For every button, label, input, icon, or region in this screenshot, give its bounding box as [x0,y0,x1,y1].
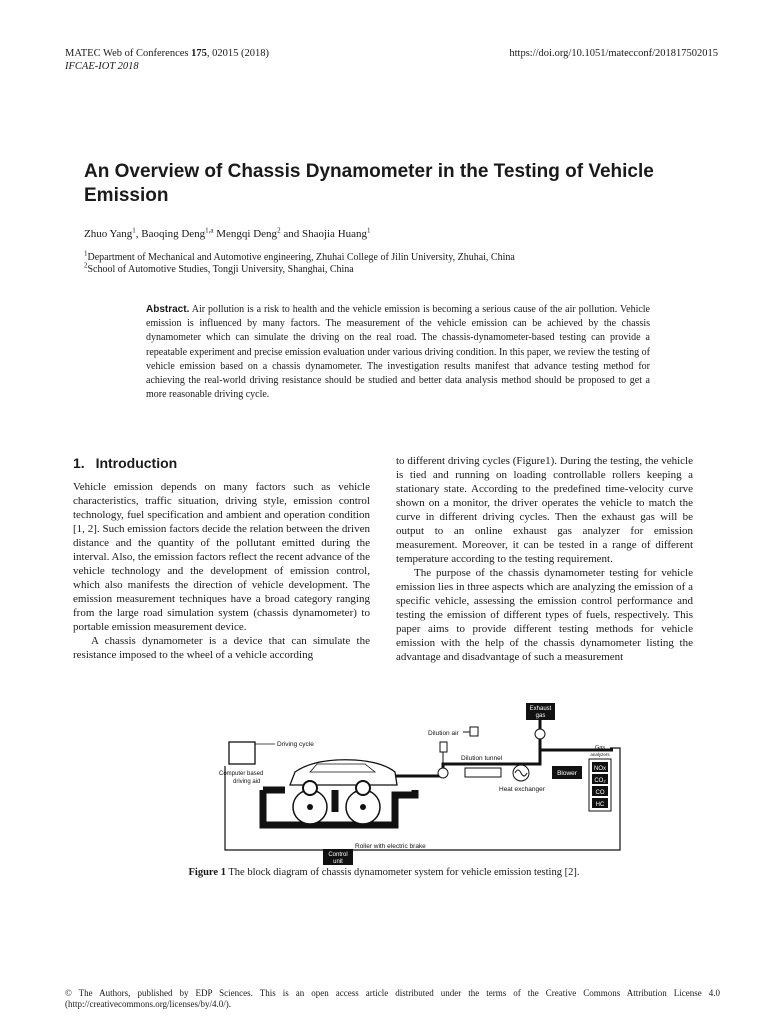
wheel-icon [356,781,370,795]
gas-analyzers-label: analyzers [590,752,610,757]
author-name: Zhuo Yang [84,228,133,240]
author-sup: 1 [132,226,136,235]
journal-header [65,47,269,60]
exhaust-label: Exhaust [529,706,552,712]
author-name: Mengqi Deng [213,228,278,240]
dilution-tunnel [465,768,501,777]
left-column [73,480,370,662]
paragraph: A chassis dynamometer is a device that can simulate the resistance imposed to the wheel of a vehicle according [73,635,370,661]
affiliation-sup: 1 [84,249,88,258]
affiliation-text: Department of Mechanical and Automotive engineering, Zhuhai College of Jilin University, Zhuhai, China [87,252,515,263]
paragraph: to different driving cycles (Figure1). During the testing, the vehicle is tied and running on loading controllable rollers keeping a stationary state. According to the predefined time-velocity curve shown on a monitor, the driver operates the vehicle to match the curve in different driving cycles. Then the exhaust gas will be output to an online exhaust gas analyzer for emission measurement. Moreover, it can be tested in a range of different temperature according to the testing requirement. [396,455,693,565]
driving-cycle-label: Driving cycle [277,741,314,748]
abstract [146,303,650,402]
journal-volume: 175 [191,48,207,59]
license-footer: © The Authors, published by EDP Sciences. This is an open access article distributed under the terms of the Creative Commons Attribution License 4.0 (http://creativecommons.org/licenses/by/4.0/). [65,988,720,1009]
abstract-text: Air pollution is a risk to health and the vehicle emission is becoming a serious cause of the air pollution. Vehicle emission is influenced by many factors. The measurement of the vehicle emission can be achieved by the chassis dynamometer which can simulate the driving on the real road. The chassis-dynamometer-based testing can provide a repeatable experiment and precise emission evaluation under various driving condition. In this paper, we review the testing of vehicle emission based on a chassis dynamometer. The investigation results manifest that advance testing method for achieving the real-world driving resistance should be studied and better data analysis method should be proposed to get a more reasonable driving cycle. [146,304,650,401]
conference-name: IFCAE-IOT 2018 [65,61,139,72]
exhaust-label: gas [535,713,546,719]
abstract-label: Abstract. [146,304,190,315]
caption-label: Figure 1 [188,867,226,878]
gas-analyzers-label: Gas [594,745,606,751]
heat-exchanger-label: Heat exchanger [499,786,545,793]
paragraph: The purpose of the chassis dynamometer testing for vehicle emission lies in three aspects which are analyzing the emission of a specific vehicle, assessing the emission control performance and testing the emission of different types of fuels, respectively. This paper aims to provide different testing methods for vehicle emission with the help of the chassis dynamometer listing the advantage and disadvantage of such a measurement [396,567,693,663]
computer-monitor-icon [229,742,255,764]
computer-label: driving aid [233,779,261,785]
blower-label: Blower [557,770,577,777]
control-unit-label: unit [333,859,343,865]
analyzer-label: CO₂ [594,778,606,784]
author-sup: 2 [277,226,281,235]
journal-year: (2018) [238,48,269,59]
author-sup: 1,a [205,226,214,235]
dilution-tunnel-label: Dilution tunnel [461,755,503,762]
computer-label: Computer based [219,771,264,777]
article-number: , 02015 [206,48,239,59]
paragraph: Vehicle emission depends on many factors such as vehicle characteristics, traffic situation, driving style, emission control technology, fuel specification and ambient and operation condition [1, 2]. Such emission factors decide the relation between the driven distance and the quantity of the pollutant emitted during the interval. Also, the emission factors reflect the recent advance of the vehicle technology and the development of emission control, which also manifests the direction of vehicle development. The emission measurement techniques have a broad category ranging from the large road simulation system (chassis dynamometer) to portable emission measurement device. [73,481,370,633]
roller-pit [263,790,415,825]
author-sup: 1 [367,226,371,235]
author-name: , Baoqing Deng [135,228,206,240]
section-heading: 1. Introduction [73,455,178,471]
dilution-air-filter [470,727,478,736]
control-unit-label: Control [328,852,348,858]
mixing-valve [438,768,448,778]
wheel-icon [303,781,317,795]
right-column [396,454,693,664]
affiliation-text: School of Automotive Studies, Tongji University, Shanghai, China [87,264,354,275]
analyzer-label: NOx [594,766,606,772]
journal-name: MATEC Web of Conferences [65,48,189,59]
affiliation [84,249,515,264]
analyzer-label: HC [595,802,605,808]
dilution-air-label: Dilution air [428,730,459,737]
roller-label: Roller with electric brake [355,843,426,850]
paper-title: An Overview of Chassis Dynamometer in the Testing of Vehicle Emission [84,161,654,206]
author-name: and Shaojia Huang [280,228,368,240]
figure-caption [0,867,768,878]
dilution-air-inlet [440,742,447,752]
analyzer-label: CO [595,790,605,796]
exhaust-valve [535,729,545,739]
author-list [84,228,371,240]
doi-link[interactable]: https://doi.org/10.1051/matecconf/201817502015 [509,48,718,59]
caption-text: The block diagram of chassis dynamometer system for vehicle emission testing [2]. [225,867,580,878]
block-diagram-figure [215,700,640,865]
affiliation [84,261,354,276]
affiliation-sup: 2 [84,261,88,270]
